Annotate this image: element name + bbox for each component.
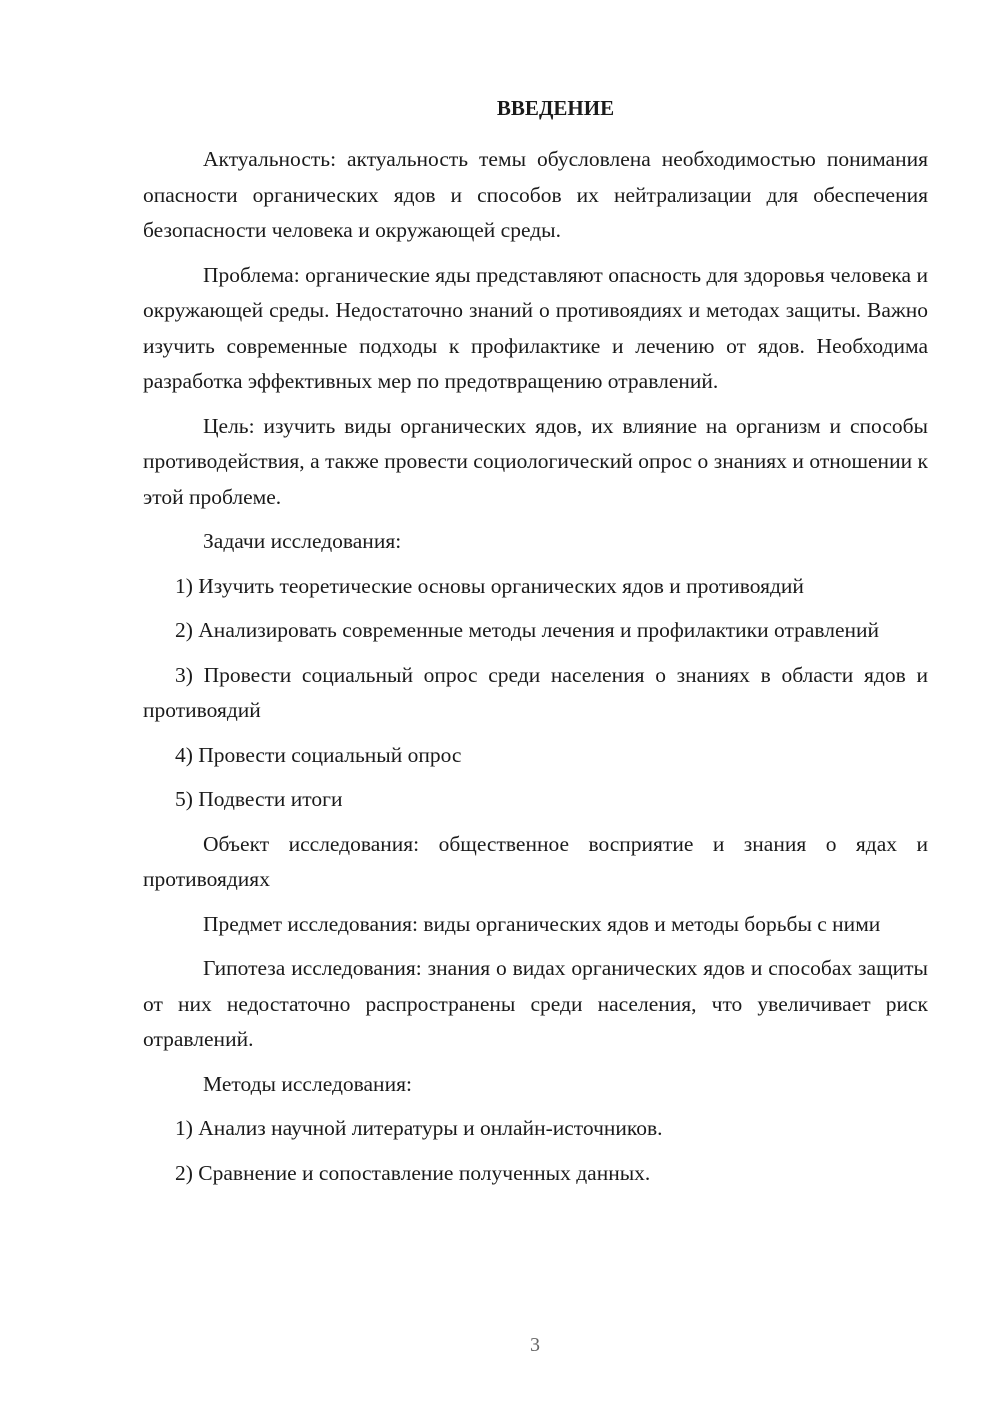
list-item-method-2: 2) Сравнение и сопоставление полученных данных.: [175, 1160, 651, 1185]
list-item-task-1: 1) Изучить теоретические основы органических ядов и противоядий: [175, 573, 804, 598]
page-number: 3: [530, 1334, 540, 1356]
paragraph-methods-heading: Методы исследования:: [203, 1071, 412, 1096]
list-item-task-2: 2) Анализировать современные методы лечения и профилактики отравлений: [175, 618, 880, 642]
list-item-task-5: 5) Подвести итоги: [175, 787, 343, 811]
page-title: ВВЕДЕНИЕ: [496, 96, 615, 120]
paragraph-tasks-heading: Задачи исследования:: [203, 529, 402, 553]
paragraph-goal: Цель: изучить виды органических ядов, их влияние на организм и способы противодействия, а также провести социологический опрос о знаниях и отношении к этой проблеме.: [143, 413, 928, 509]
paragraph-relevance: Актуальность: актуальность темы обусловлена необходимостью понимания опасности органических ядов и способов их нейтрализации для обеспечения безопасности человека и окружающей среды.: [143, 147, 928, 242]
list-item-method-1: 1) Анализ научной литературы и онлайн-источников.: [175, 1116, 663, 1140]
list-item-task-4: 4) Провести социальный опрос: [175, 742, 462, 767]
page-content: [143, 92, 928, 1191]
paragraph-subject: Предмет исследования: виды органических ядов и методы борьбы с ними: [203, 911, 881, 936]
list-item-task-3: 3) Провести социальный опрос среди населения о знаниях в области ядов и противоядий: [143, 662, 928, 722]
paragraph-problem: Проблема: органические яды представляют опасность для здоровья человека и окружающей среды. Недостаточно знаний о противоядиях и методах защиты. Важно изучить современные подходы к профилактике и лечению от ядов. Необходима разработка эффективных мер по предотвращению отравлений.: [143, 262, 928, 393]
paragraph-object: Объект исследования: общественное восприятие и знания о ядах и противоядиях: [143, 831, 928, 891]
paragraph-hypothesis: Гипотеза исследования: знания о видах органических ядов и способах защиты от них недостаточно распространены среди населения, что увеличивает риск отравлений.: [143, 956, 928, 1051]
